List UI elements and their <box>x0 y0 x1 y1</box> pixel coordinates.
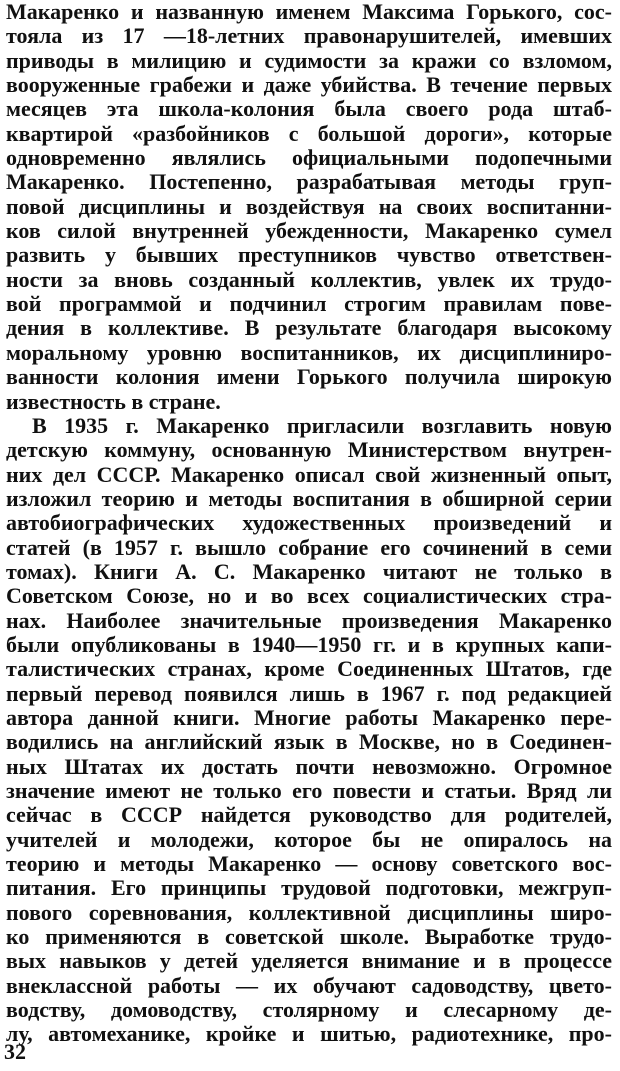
text-line: моральному уровню воспитанников, их дисциплиниро- <box>6 339 612 365</box>
text-line: Макаренко и названную именем Максима Горького, сос- <box>6 0 612 24</box>
page-number: 32 <box>4 1039 26 1064</box>
paragraph-2 <box>6 414 612 1047</box>
paragraph-1 <box>6 0 612 414</box>
text-line: одновременно являлись официальными подопечными <box>6 145 612 171</box>
text-line: учителей и молодежи, которое бы не опиралось на <box>6 826 612 852</box>
text-line: развить у бывших преступников чувство ответствен- <box>6 242 612 268</box>
text-line: ков силой внутренней убежденности, Макаренко сумел <box>6 218 612 244</box>
text-line: Макаренко. Постепенно, разрабатывая методы груп- <box>6 169 612 195</box>
text-line: автобиографических художественных произведений и <box>6 510 612 536</box>
text-line: ности за вновь созданный коллектив, увлек их трудо- <box>6 266 612 292</box>
text-line: лу, автомеханике, кройке и шитью, радиотехнике, про- <box>6 1021 612 1047</box>
text-line: питания. Его принципы трудовой подготовки, межгруп- <box>6 875 612 901</box>
text-line: детскую коммуну, основанную Министерством внутрен- <box>6 437 612 463</box>
text-line: нах. Наиболее значительные произведения Макаренко <box>6 607 612 633</box>
text-line: томах). Книги А. С. Макаренко читают не только в <box>6 558 612 584</box>
text-line: изложил теорию и методы воспитания в обширной серии <box>6 485 612 511</box>
text-line: квартирой «разбойников с большой дороги», которые <box>6 120 612 146</box>
text-line: теорию и методы Макаренко — основу советского вос- <box>6 851 612 877</box>
text-line: В 1935 г. Макаренко пригласили возглавить новую <box>32 412 612 438</box>
text-line: ных Штатах их достать почти невозможно. Огромное <box>6 753 612 779</box>
text-line: них дел СССР. Макаренко описал свой жизненный опыт, <box>6 461 612 487</box>
text-line: сейчас в СССР найдется руководство для родителей, <box>6 802 612 828</box>
text-line: водились на английский язык в Москве, но в Соединен- <box>6 729 612 755</box>
body-text <box>6 0 612 1047</box>
text-line: вых навыков у детей уделяется внимание и в процессе <box>6 948 612 974</box>
text-line: были опубликованы в 1940—1950 гг. и в крупных капи- <box>6 631 612 657</box>
text-line: вой программой и подчинил строгим правилам пове- <box>6 291 612 317</box>
text-line: статей (в 1957 г. вышло собрание его сочинений в семи <box>6 534 612 560</box>
text-line: талистических странах, кроме Соединенных Штатов, где <box>6 656 612 682</box>
text-line: тояла из 17 —18-летних правонарушителей, имевших <box>6 23 612 49</box>
text-line: пового соревнования, коллективной дисциплины широ- <box>6 899 612 925</box>
text-line: дения в коллективе. В результате благодаря высокому <box>6 315 612 341</box>
text-line: внеклассной работы — их обучают садоводству, цвето- <box>6 972 612 998</box>
text-line: значение имеют не только его повести и статьи. Вряд ли <box>6 778 612 803</box>
text-line: первый перевод появился лишь в 1967 г. под редакцией <box>6 680 612 706</box>
text-line: автора данной книги. Многие работы Макаренко пере- <box>6 704 612 730</box>
text-line: приводы в милицию и судимости за кражи со взломом, <box>6 47 612 73</box>
text-line: повой дисциплины и воздействуя на своих воспитанни- <box>6 193 612 219</box>
text-line: Советском Союзе, но и во всех социалистических стра- <box>6 583 612 609</box>
text-line: водству, домоводству, столярному и слесарному де- <box>6 997 612 1023</box>
text-line: известность в стране. <box>6 388 221 414</box>
text-line: месяцев эта школа-колония была своего рода штаб- <box>6 96 612 122</box>
text-line: ванности колония имени Горького получила широкую <box>6 364 612 390</box>
text-line: ко применяются в советской школе. Выработке трудо- <box>6 924 612 950</box>
text-line: вооруженные грабежи и даже убийства. В течение первых <box>6 72 612 98</box>
